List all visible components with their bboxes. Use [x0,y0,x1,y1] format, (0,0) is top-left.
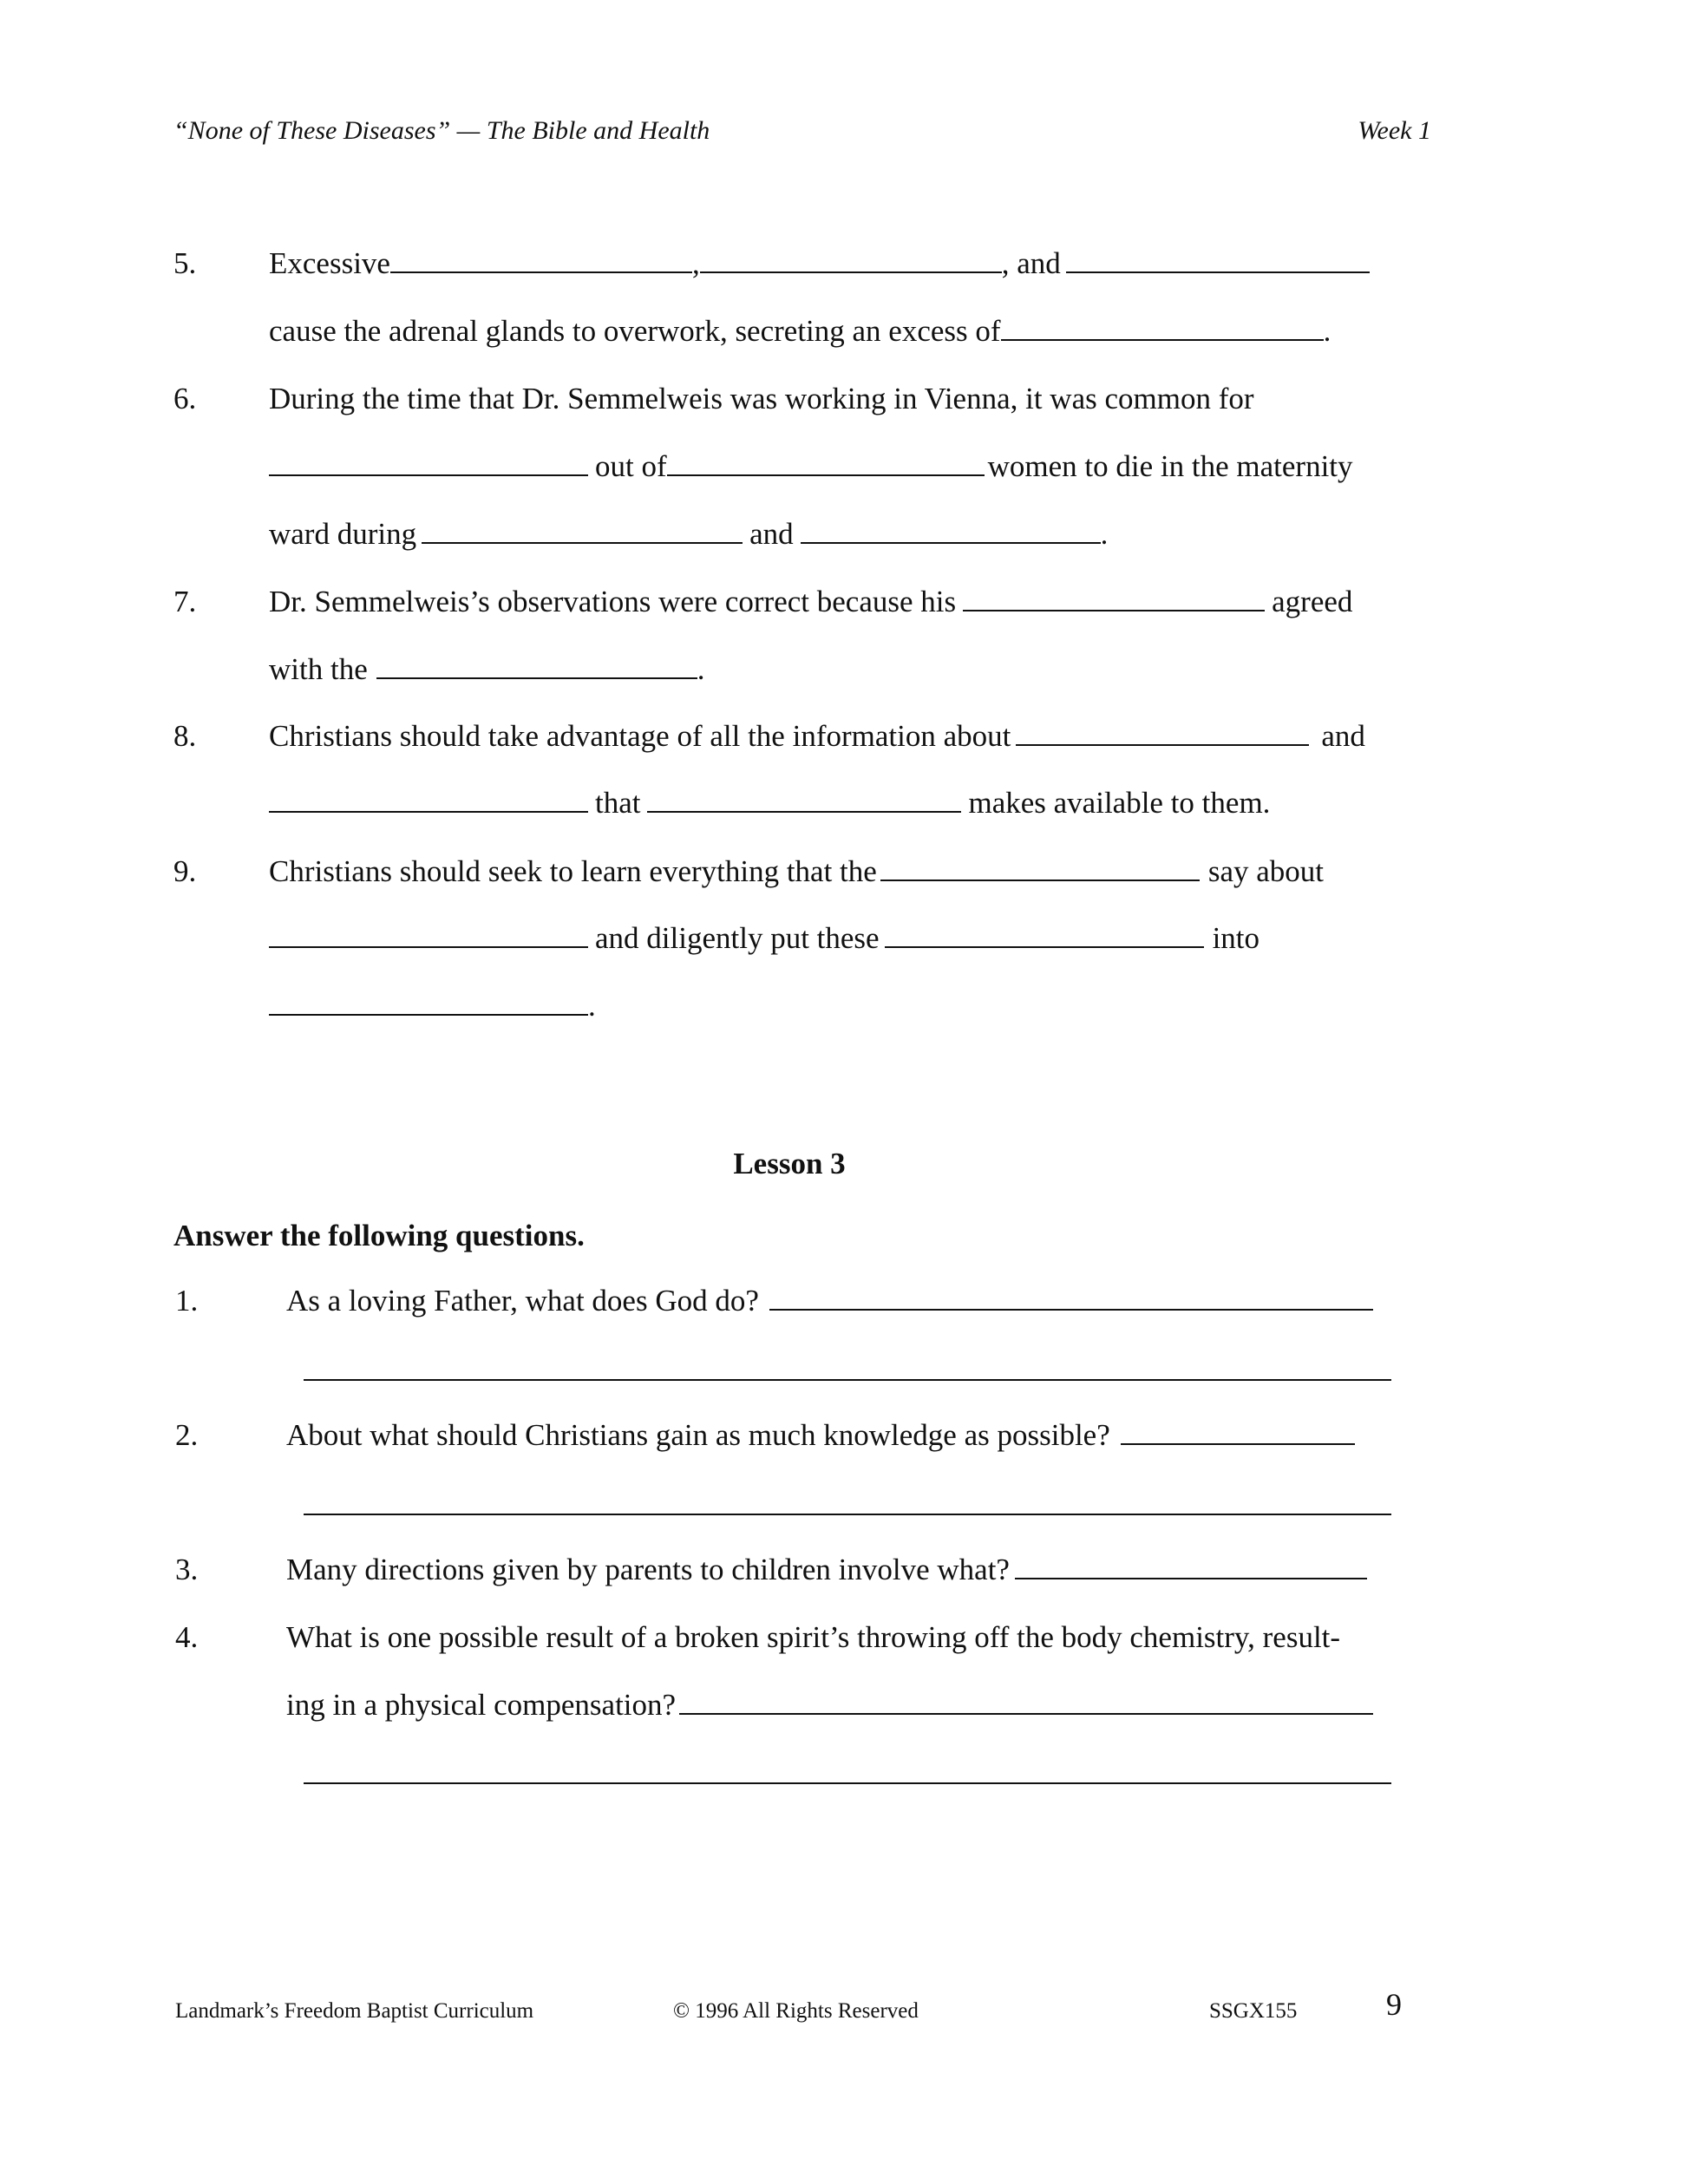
item-text: ward during [269,517,417,551]
answer-blank[interactable] [422,516,743,544]
answer-blank[interactable] [963,584,1265,611]
item-text: Christians should take advantage of all the information about [269,719,1011,753]
answer-line[interactable] [304,1782,1391,1784]
item-text: that [595,786,641,820]
item-text: . [1100,517,1109,551]
answer-blank[interactable] [679,1687,1373,1715]
answer-blank[interactable] [269,920,588,948]
item-text: say about [1207,854,1324,888]
answer-blank[interactable] [667,448,985,476]
instruction-text: Answer the following questions. [173,1219,585,1252]
answer-blank[interactable] [769,1283,1373,1311]
item-text: cause the adrenal glands to overwork, secreting an excess of [269,314,1001,348]
item-number: 6. [173,382,197,415]
question-text: About what should Christians gain as much knowledge as possible? [286,1418,1110,1452]
question-text: ing in a physical compensation? [286,1688,677,1722]
footer-copyright: © 1996 All Rights Reserved [673,1999,919,2023]
question-2-line [286,1416,1355,1455]
item-9-line-1 [269,853,1324,891]
item-number: 9. [173,854,197,888]
answer-blank[interactable] [390,245,692,273]
item-text: Christians should seek to learn everything that the [269,854,877,888]
item-text: . [1323,314,1331,348]
item-text: and [1321,719,1365,753]
item-number: 7. [173,585,197,618]
item-text: . [697,652,705,686]
question-number: 1. [175,1284,199,1318]
item-text: Dr. Semmelweis’s observations were correct because his [269,585,957,618]
item-text: into [1212,921,1260,955]
question-1-line [286,1282,1373,1320]
answer-blank[interactable] [700,245,1002,273]
question-text: As a loving Father, what does God do? [286,1284,759,1318]
item-6-line-3 [269,515,1108,553]
item-6-line-2 [269,448,1353,486]
item-text: makes available to them. [968,786,1271,820]
item-text: out of [595,449,667,483]
footer-curriculum: Landmark’s Freedom Baptist Curriculum [175,1999,534,2023]
answer-blank[interactable] [269,448,588,476]
lesson-heading: Lesson 3 [733,1147,846,1180]
item-6-line-1: During the time that Dr. Semmelweis was working in Vienna, it was common for [269,382,1254,415]
item-text: Excessive [269,246,390,280]
answer-blank[interactable] [269,988,588,1016]
item-text: and diligently put these [595,921,880,955]
page-number: 9 [1386,1987,1402,2022]
question-number: 2. [175,1418,199,1452]
item-text: . [588,989,596,1023]
item-number: 5. [173,246,197,280]
answer-blank[interactable] [1066,245,1370,273]
document-title: “None of These Diseases” — The Bible and Health [173,116,710,145]
question-number: 4. [175,1620,199,1654]
item-5-line-2 [269,312,1331,350]
answer-line[interactable] [304,1379,1391,1381]
question-4-line-2 [286,1686,1373,1724]
question-3-line [286,1551,1367,1589]
answer-blank[interactable] [647,785,961,813]
footer-code: SSGX155 [1209,1999,1298,2023]
answer-blank[interactable] [1016,718,1309,746]
question-4-line-1: What is one possible result of a broken spirit’s throwing off the body chemistry, result- [286,1620,1341,1654]
answer-blank[interactable] [1001,313,1324,341]
item-7-line-2 [269,651,704,689]
week-label: Week 1 [1358,116,1431,145]
page-header [173,116,1431,154]
answer-line[interactable] [304,1514,1391,1515]
item-text: women to die in the maternity [987,449,1353,483]
answer-blank[interactable] [269,785,588,813]
item-number: 8. [173,719,197,753]
answer-blank[interactable] [1121,1417,1355,1445]
question-text: Many directions given by parents to children involve what? [286,1553,1010,1586]
item-text: , and [1001,246,1061,280]
answer-blank[interactable] [885,920,1204,948]
answer-blank[interactable] [1015,1552,1367,1579]
answer-blank[interactable] [801,516,1101,544]
answer-blank[interactable] [376,651,697,679]
item-8-line-1 [269,717,1365,755]
item-9-line-2 [269,919,1259,958]
item-9-line-3 [269,987,596,1025]
item-5-line-1 [269,245,1370,283]
item-text: agreed [1272,585,1353,618]
answer-blank[interactable] [880,853,1200,881]
item-8-line-2 [269,784,1270,822]
question-number: 3. [175,1553,199,1586]
item-text: with the [269,652,368,686]
item-7-line-1 [269,583,1352,621]
item-text: , [691,246,700,280]
item-text: and [749,517,794,551]
